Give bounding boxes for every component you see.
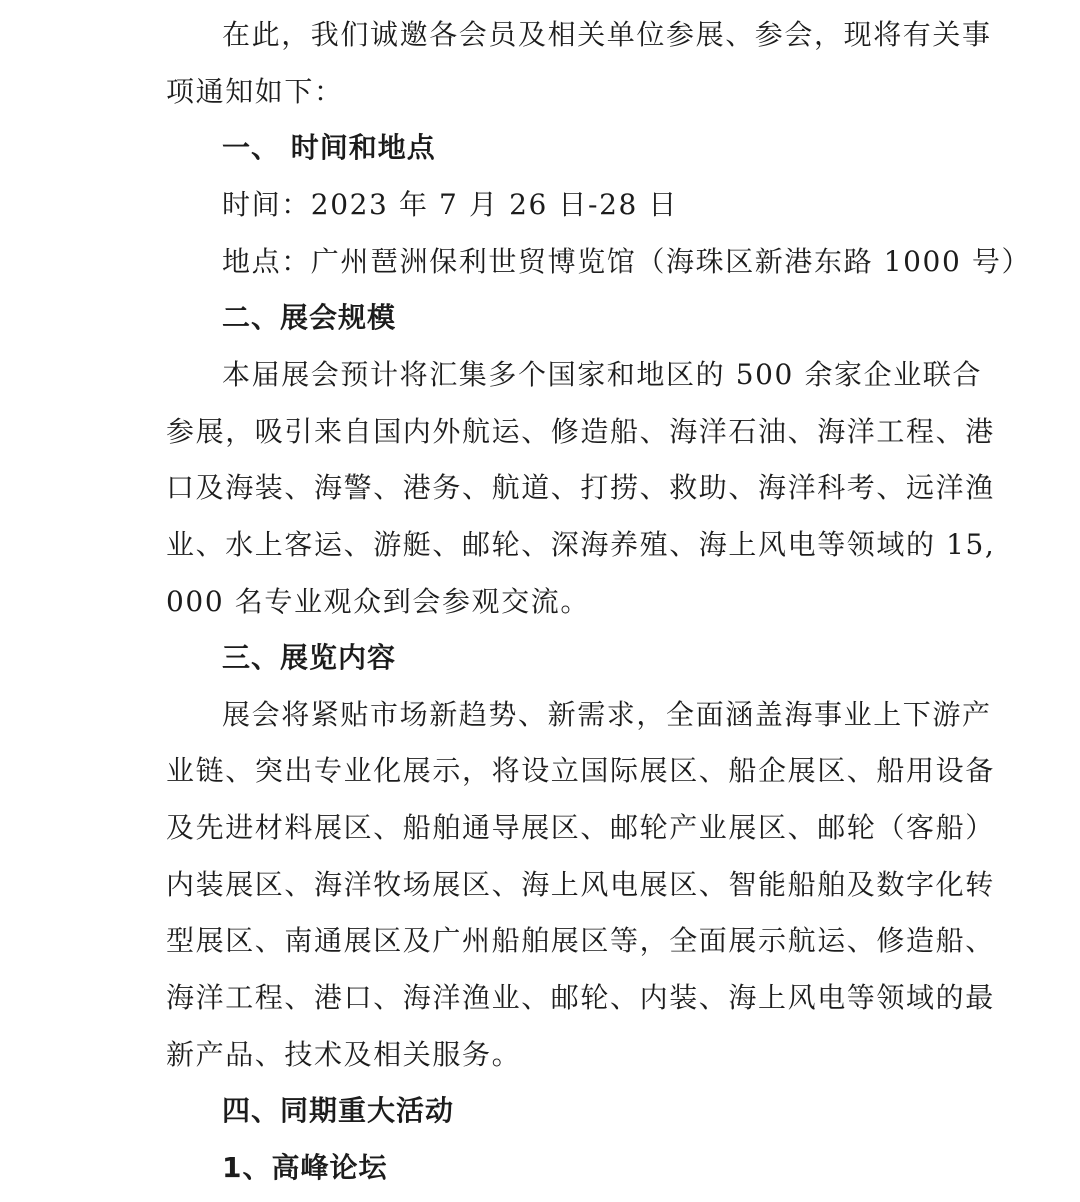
content-paragraph-line-6: 海洋工程、港口、海洋渔业、邮轮、内装、海上风电等领域的最 [166, 981, 995, 1014]
content-paragraph-line-2: 业链、突出专业化展示，将设立国际展区、船企展区、船用设备 [166, 754, 995, 787]
event-time: 时间：2023 年 7 月 26 日-28 日 [222, 188, 678, 221]
intro-paragraph-line-1: 在此，我们诚邀各会员及相关单位参展、参会，现将有关事 [222, 18, 992, 51]
section-heading-scale: 二、展会规模 [222, 301, 397, 334]
content-paragraph-line-7: 新产品、技术及相关服务。 [166, 1038, 522, 1071]
scale-paragraph-line-1: 本届展会预计将汇集多个国家和地区的 500 余家企业联合 [222, 358, 983, 391]
event-location: 地点：广州琶洲保利世贸博览馆（海珠区新港东路 1000 号） [222, 245, 1032, 278]
scale-paragraph-line-5: 000 名专业观众到会参观交流。 [166, 585, 590, 618]
scale-paragraph-line-3: 口及海装、海警、港务、航道、打捞、救助、海洋科考、远洋渔 [166, 471, 995, 504]
content-paragraph-line-5: 型展区、南通展区及广州船舶展区等，全面展示航运、修造船、 [166, 924, 995, 957]
content-paragraph-line-3: 及先进材料展区、船舶通导展区、邮轮产业展区、邮轮（客船） [166, 811, 995, 844]
section-heading-activities: 四、同期重大活动 [222, 1094, 455, 1127]
content-paragraph-line-1: 展会将紧贴市场新趋势、新需求，全面涵盖海事业上下游产 [222, 698, 992, 731]
intro-paragraph-line-2: 项通知如下： [166, 75, 344, 108]
scale-paragraph-line-4: 业、水上客运、游艇、邮轮、深海养殖、海上风电等领域的 15, [166, 528, 996, 561]
section-heading-content: 三、展览内容 [222, 641, 397, 674]
scale-paragraph-line-2: 参展，吸引来自国内外航运、修造船、海洋石油、海洋工程、港 [166, 415, 995, 448]
section-heading-time-location: 一、 时间和地点 [222, 131, 436, 164]
subsection-heading-forum: 1、高峰论坛 [222, 1151, 388, 1184]
content-paragraph-line-4: 内装展区、海洋牧场展区、海上风电展区、智能船舶及数字化转 [166, 868, 995, 901]
